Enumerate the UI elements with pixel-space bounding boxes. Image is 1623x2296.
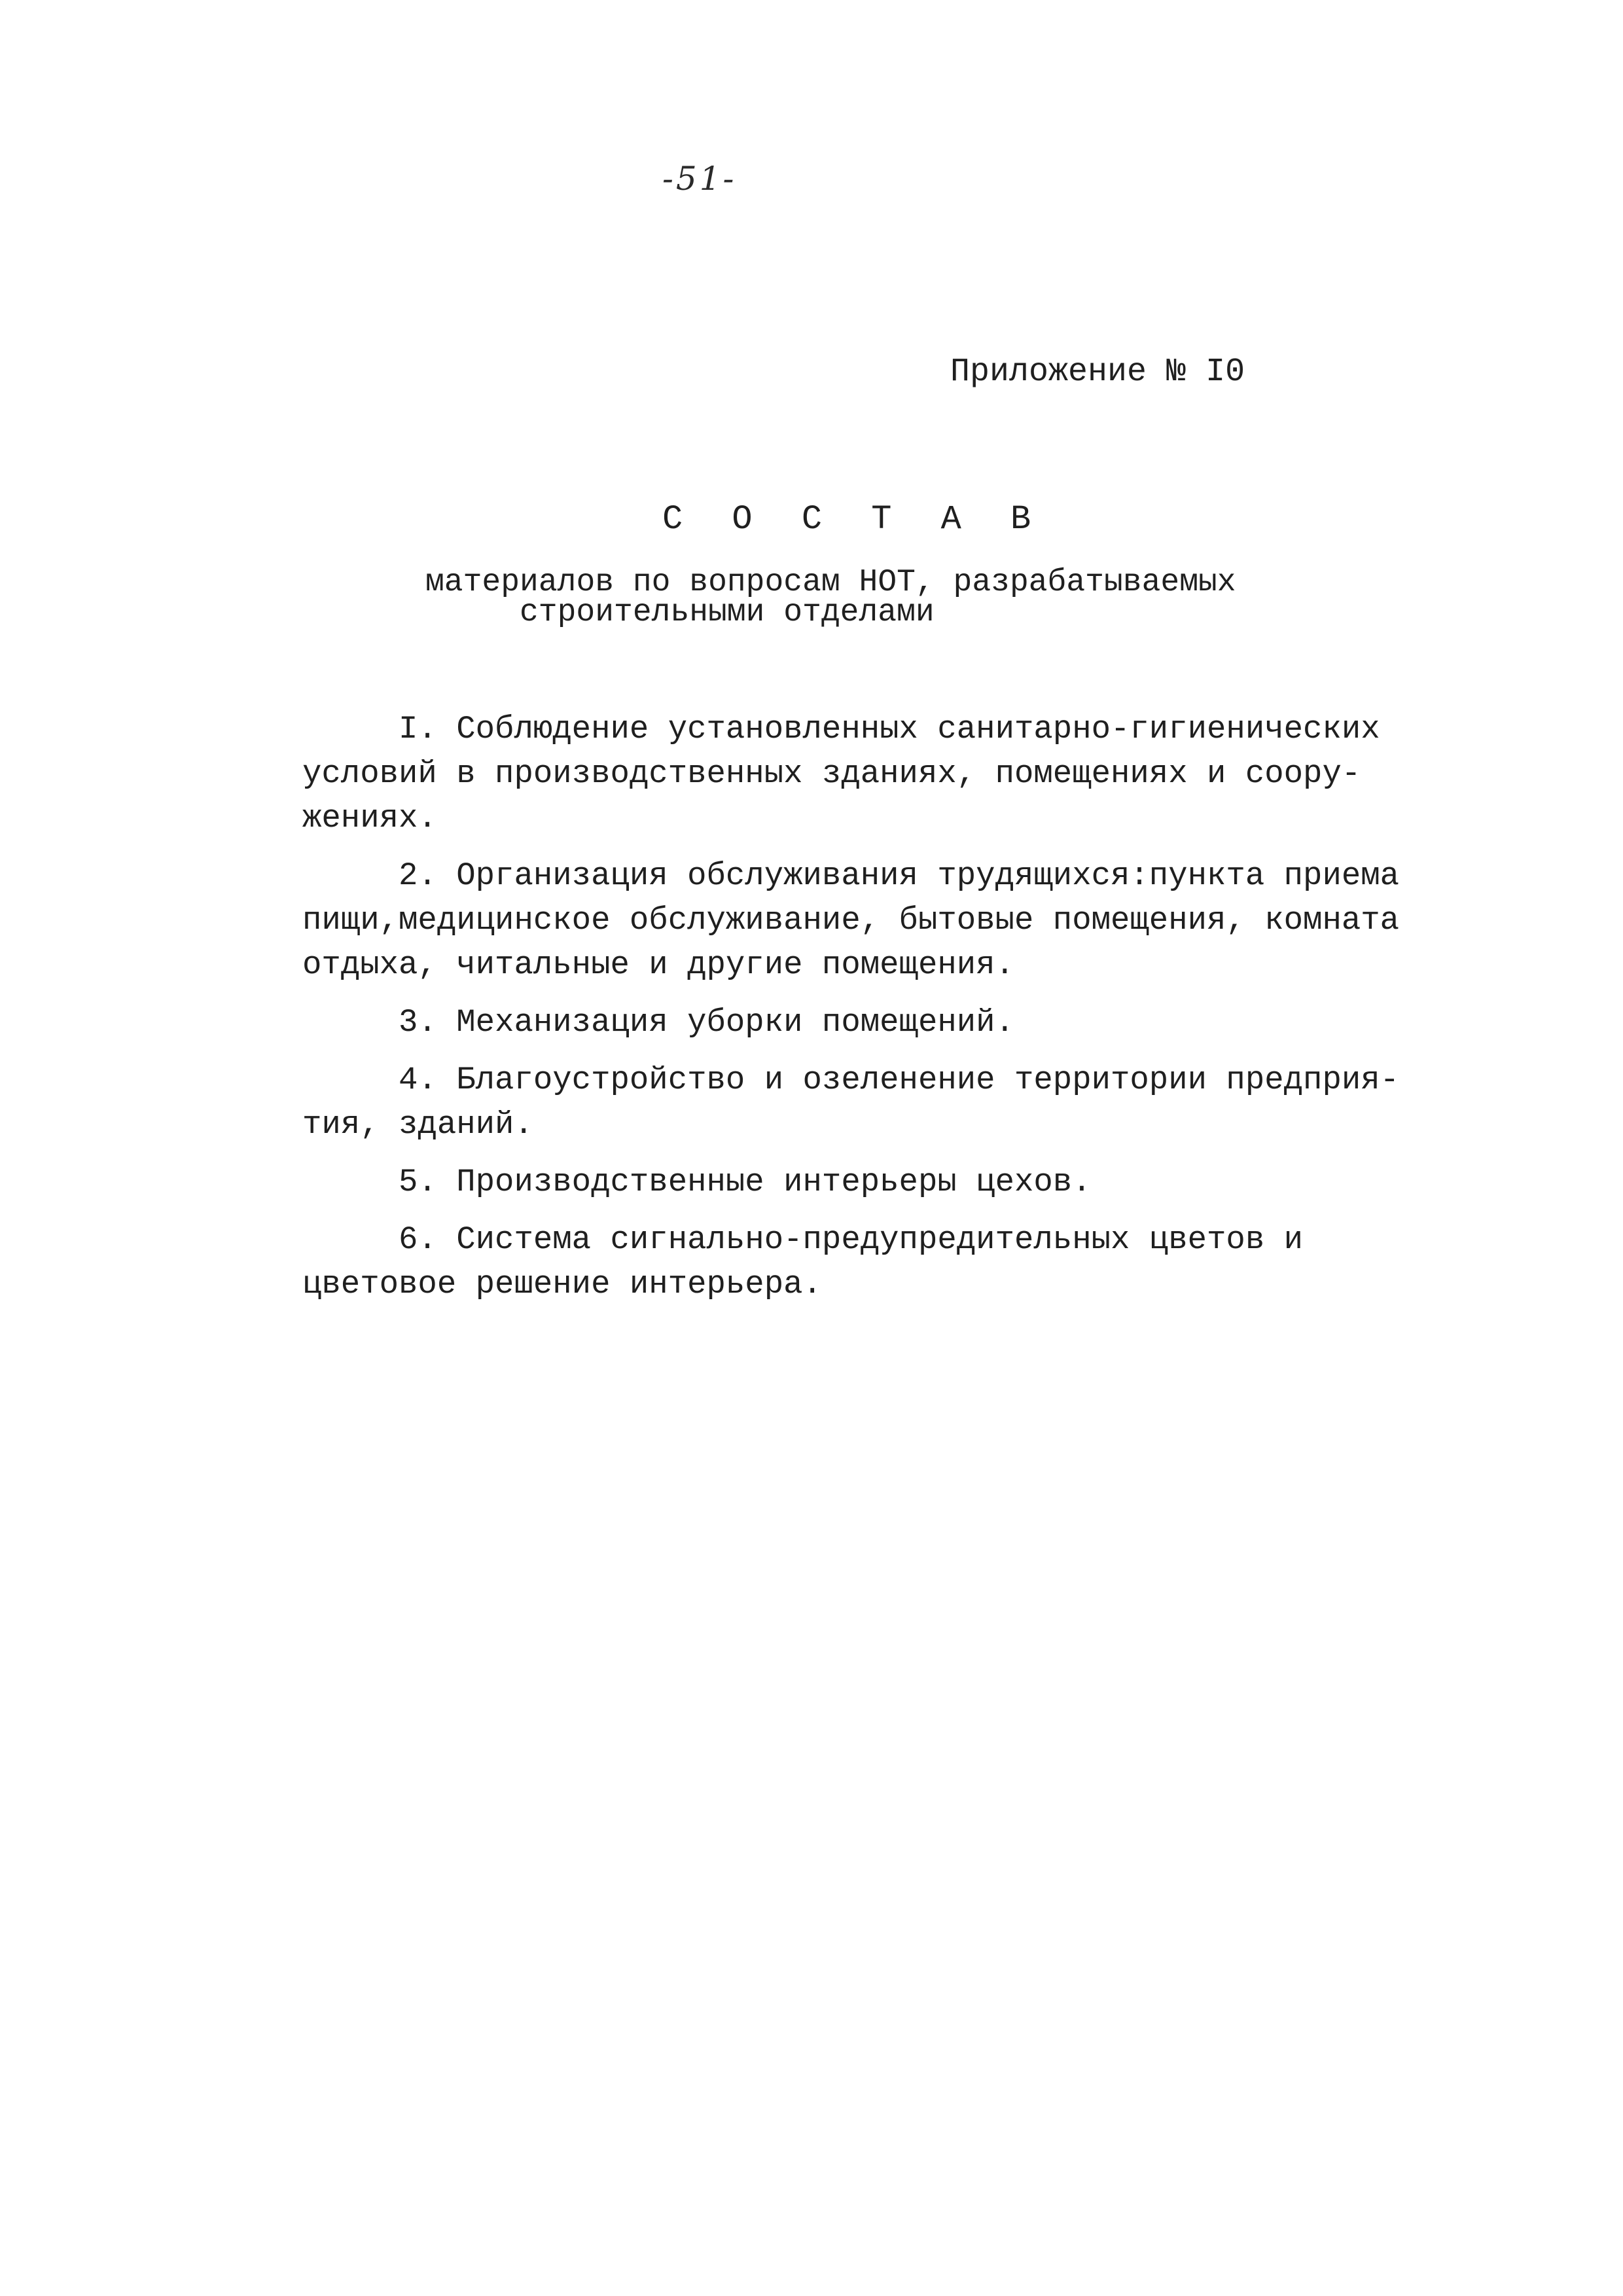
item-3-line-1: 3. Механизация уборки помещений. xyxy=(302,1004,1014,1041)
item-4-line-1: 4. Благоустройство и озеленение территории предприя- xyxy=(302,1062,1400,1098)
item-6-line-2: цветовое решение интерьера. xyxy=(302,1266,822,1302)
document-title: С О С Т А В xyxy=(662,500,1046,539)
list-item-2 xyxy=(302,853,1400,987)
item-6-line-1: 6. Система сигнально-предупредительных цветов и xyxy=(302,1221,1304,1258)
list-item-1 xyxy=(302,707,1380,840)
subtitle-line-2: строительными отделами xyxy=(520,595,935,630)
item-2-line-1: 2. Организация обслуживания трудящихся:пункта приема xyxy=(302,857,1400,894)
item-2-line-2: пищи,медицинское обслуживание, бытовые помещения, комната xyxy=(302,902,1400,939)
subtitle-line-1: материалов по вопросам НОТ, разрабатываемых xyxy=(425,565,1236,600)
list-item-5 xyxy=(302,1160,1349,1204)
list-item-6 xyxy=(302,1217,1349,1306)
list-item-3 xyxy=(302,1000,1349,1045)
item-1-line-1: I. Соблюдение установленных санитарно-гигиенических xyxy=(302,711,1380,747)
item-4-line-2: тия, зданий. xyxy=(302,1106,533,1143)
item-2-line-3: отдыха, читальные и другие помещения. xyxy=(302,946,1014,983)
items-list xyxy=(302,707,1400,1319)
page-number: -51- xyxy=(662,160,737,198)
item-1-line-2: условий в производственных зданиях, помещениях и соору- xyxy=(302,755,1361,792)
appendix-label: Приложение № I0 xyxy=(950,353,1245,391)
item-5-line-1: 5. Производственные интерьеры цехов. xyxy=(302,1164,1092,1200)
list-item-4 xyxy=(302,1058,1400,1147)
item-1-line-3: жениях. xyxy=(302,800,437,836)
